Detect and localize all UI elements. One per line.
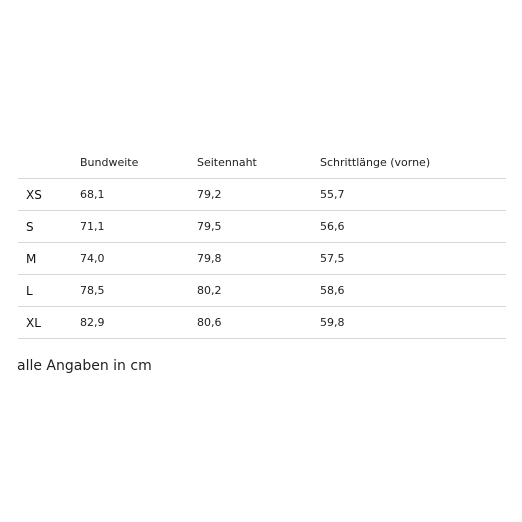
bundweite-value: 74,0 (74, 243, 191, 275)
header-seitennaht: Seitennaht (191, 146, 314, 179)
schrittlaenge-value: 57,5 (314, 243, 506, 275)
bundweite-value: 68,1 (74, 179, 191, 211)
schrittlaenge-value: 58,6 (314, 275, 506, 307)
seitennaht-value: 79,8 (191, 243, 314, 275)
size-label: M (18, 243, 74, 275)
table-row (18, 211, 506, 243)
size-label: L (18, 275, 74, 307)
header-schrittlaenge: Schrittlänge (vorne) (314, 146, 506, 179)
schrittlaenge-value: 55,7 (314, 179, 506, 211)
size-table-body (18, 179, 506, 339)
table-row (18, 179, 506, 211)
size-label: XS (18, 179, 74, 211)
bundweite-value: 78,5 (74, 275, 191, 307)
bundweite-value: 71,1 (74, 211, 191, 243)
size-table (18, 146, 506, 339)
seitennaht-value: 79,5 (191, 211, 314, 243)
header-bundweite: Bundweite (74, 146, 191, 179)
units-note: alle Angaben in cm (17, 358, 152, 374)
size-label: S (18, 211, 74, 243)
table-row (18, 243, 506, 275)
table-row (18, 307, 506, 339)
schrittlaenge-value: 56,6 (314, 211, 506, 243)
bundweite-value: 82,9 (74, 307, 191, 339)
schrittlaenge-value: 59,8 (314, 307, 506, 339)
seitennaht-value: 80,2 (191, 275, 314, 307)
size-label: XL (18, 307, 74, 339)
seitennaht-value: 80,6 (191, 307, 314, 339)
table-row (18, 275, 506, 307)
seitennaht-value: 79,2 (191, 179, 314, 211)
size-table-header (18, 146, 506, 179)
header-row (18, 146, 506, 179)
header-size (18, 146, 74, 179)
